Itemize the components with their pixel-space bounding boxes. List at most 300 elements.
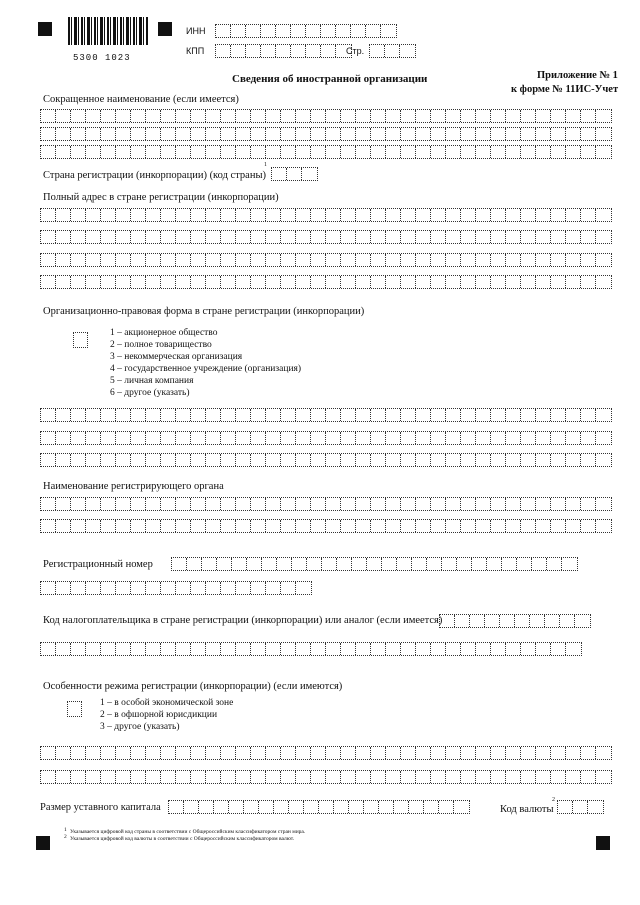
- char-cell[interactable]: [336, 25, 351, 37]
- char-cell[interactable]: [386, 498, 401, 510]
- char-cell[interactable]: [341, 209, 356, 221]
- char-cell[interactable]: [356, 209, 371, 221]
- char-cell[interactable]: [371, 643, 386, 655]
- char-cell[interactable]: [281, 643, 296, 655]
- char-cell[interactable]: [116, 231, 131, 243]
- char-cell[interactable]: [491, 231, 506, 243]
- char-cell[interactable]: [446, 231, 461, 243]
- char-cell[interactable]: [566, 110, 581, 122]
- char-cell[interactable]: [461, 146, 476, 158]
- char-cell[interactable]: [401, 498, 416, 510]
- char-cell[interactable]: [431, 432, 446, 444]
- char-cell[interactable]: [506, 254, 521, 266]
- char-cell[interactable]: [566, 276, 581, 288]
- inn-field[interactable]: [215, 24, 397, 38]
- char-cell[interactable]: [581, 276, 596, 288]
- char-cell[interactable]: [506, 498, 521, 510]
- char-cell[interactable]: [266, 254, 281, 266]
- char-cell[interactable]: [146, 128, 161, 140]
- char-cell[interactable]: [206, 276, 221, 288]
- char-cell[interactable]: [116, 643, 131, 655]
- char-cell[interactable]: [371, 110, 386, 122]
- char-cell[interactable]: [476, 520, 491, 532]
- char-cell[interactable]: [334, 801, 349, 813]
- char-cell[interactable]: [176, 498, 191, 510]
- char-cell[interactable]: [326, 146, 341, 158]
- char-cell[interactable]: [176, 276, 191, 288]
- char-cell[interactable]: [146, 771, 161, 783]
- char-cell[interactable]: [296, 432, 311, 444]
- char-cell[interactable]: [146, 520, 161, 532]
- char-cell[interactable]: [71, 146, 86, 158]
- char-cell[interactable]: [416, 643, 431, 655]
- char-cell[interactable]: [532, 558, 547, 570]
- char-cell[interactable]: [461, 432, 476, 444]
- regime-other-row-2[interactable]: [40, 770, 612, 784]
- char-cell[interactable]: [506, 520, 521, 532]
- char-cell[interactable]: [146, 254, 161, 266]
- char-cell[interactable]: [176, 432, 191, 444]
- char-cell[interactable]: [251, 276, 266, 288]
- char-cell[interactable]: [161, 209, 176, 221]
- char-cell[interactable]: [266, 643, 281, 655]
- char-cell[interactable]: [506, 454, 521, 466]
- char-cell[interactable]: [431, 498, 446, 510]
- char-cell[interactable]: [281, 409, 296, 421]
- char-cell[interactable]: [596, 432, 611, 444]
- char-cell[interactable]: [101, 231, 116, 243]
- char-cell[interactable]: [296, 276, 311, 288]
- char-cell[interactable]: [485, 615, 500, 627]
- char-cell[interactable]: [146, 276, 161, 288]
- char-cell[interactable]: [41, 209, 56, 221]
- char-cell[interactable]: [311, 209, 326, 221]
- char-cell[interactable]: [461, 128, 476, 140]
- char-cell[interactable]: [101, 146, 116, 158]
- char-cell[interactable]: [491, 128, 506, 140]
- char-cell[interactable]: [386, 409, 401, 421]
- char-cell[interactable]: [381, 25, 396, 37]
- char-cell[interactable]: [281, 520, 296, 532]
- char-cell[interactable]: [581, 771, 596, 783]
- legal-form-other-row-3[interactable]: [40, 453, 612, 467]
- char-cell[interactable]: [251, 209, 266, 221]
- char-cell[interactable]: [575, 615, 590, 627]
- char-cell[interactable]: [454, 801, 469, 813]
- char-cell[interactable]: [446, 454, 461, 466]
- char-cell[interactable]: [341, 747, 356, 759]
- char-cell[interactable]: [461, 409, 476, 421]
- char-cell[interactable]: [56, 128, 71, 140]
- char-cell[interactable]: [596, 146, 611, 158]
- char-cell[interactable]: [506, 643, 521, 655]
- char-cell[interactable]: [161, 643, 176, 655]
- char-cell[interactable]: [146, 643, 161, 655]
- legal-form-other-row-2[interactable]: [40, 431, 612, 445]
- char-cell[interactable]: [216, 25, 231, 37]
- char-cell[interactable]: [521, 643, 536, 655]
- char-cell[interactable]: [86, 209, 101, 221]
- char-cell[interactable]: [296, 454, 311, 466]
- char-cell[interactable]: [307, 558, 322, 570]
- char-cell[interactable]: [521, 454, 536, 466]
- char-cell[interactable]: [191, 254, 206, 266]
- char-cell[interactable]: [191, 432, 206, 444]
- char-cell[interactable]: [71, 254, 86, 266]
- char-cell[interactable]: [371, 146, 386, 158]
- char-cell[interactable]: [461, 209, 476, 221]
- char-cell[interactable]: [236, 432, 251, 444]
- char-cell[interactable]: [326, 454, 341, 466]
- char-cell[interactable]: [247, 558, 262, 570]
- char-cell[interactable]: [506, 432, 521, 444]
- char-cell[interactable]: [311, 110, 326, 122]
- char-cell[interactable]: [551, 643, 566, 655]
- char-cell[interactable]: [191, 128, 206, 140]
- char-cell[interactable]: [461, 276, 476, 288]
- char-cell[interactable]: [41, 110, 56, 122]
- char-cell[interactable]: [221, 454, 236, 466]
- char-cell[interactable]: [131, 209, 146, 221]
- char-cell[interactable]: [341, 771, 356, 783]
- char-cell[interactable]: [416, 276, 431, 288]
- char-cell[interactable]: [476, 643, 491, 655]
- char-cell[interactable]: [281, 254, 296, 266]
- char-cell[interactable]: [229, 801, 244, 813]
- char-cell[interactable]: [41, 498, 56, 510]
- char-cell[interactable]: [146, 231, 161, 243]
- char-cell[interactable]: [56, 747, 71, 759]
- char-cell[interactable]: [206, 582, 221, 594]
- char-cell[interactable]: [231, 25, 246, 37]
- char-cell[interactable]: [581, 520, 596, 532]
- char-cell[interactable]: [176, 643, 191, 655]
- char-cell[interactable]: [41, 146, 56, 158]
- char-cell[interactable]: [476, 747, 491, 759]
- char-cell[interactable]: [461, 520, 476, 532]
- char-cell[interactable]: [521, 276, 536, 288]
- char-cell[interactable]: [319, 801, 334, 813]
- char-cell[interactable]: [476, 110, 491, 122]
- char-cell[interactable]: [86, 231, 101, 243]
- char-cell[interactable]: [291, 45, 306, 57]
- char-cell[interactable]: [431, 276, 446, 288]
- char-cell[interactable]: [506, 128, 521, 140]
- char-cell[interactable]: [558, 801, 573, 813]
- char-cell[interactable]: [397, 558, 412, 570]
- char-cell[interactable]: [206, 771, 221, 783]
- char-cell[interactable]: [476, 231, 491, 243]
- char-cell[interactable]: [101, 110, 116, 122]
- char-cell[interactable]: [296, 771, 311, 783]
- char-cell[interactable]: [71, 498, 86, 510]
- char-cell[interactable]: [161, 254, 176, 266]
- char-cell[interactable]: [131, 454, 146, 466]
- char-cell[interactable]: [206, 254, 221, 266]
- char-cell[interactable]: [386, 454, 401, 466]
- char-cell[interactable]: [596, 254, 611, 266]
- char-cell[interactable]: [146, 110, 161, 122]
- char-cell[interactable]: [251, 643, 266, 655]
- char-cell[interactable]: [131, 432, 146, 444]
- char-cell[interactable]: [371, 409, 386, 421]
- char-cell[interactable]: [216, 45, 231, 57]
- char-cell[interactable]: [581, 432, 596, 444]
- char-cell[interactable]: [259, 801, 274, 813]
- char-cell[interactable]: [86, 747, 101, 759]
- char-cell[interactable]: [401, 409, 416, 421]
- char-cell[interactable]: [356, 643, 371, 655]
- char-cell[interactable]: [221, 409, 236, 421]
- char-cell[interactable]: [560, 615, 575, 627]
- char-cell[interactable]: [349, 801, 364, 813]
- char-cell[interactable]: [191, 276, 206, 288]
- char-cell[interactable]: [515, 615, 530, 627]
- char-cell[interactable]: [191, 146, 206, 158]
- char-cell[interactable]: [356, 520, 371, 532]
- char-cell[interactable]: [566, 146, 581, 158]
- char-cell[interactable]: [476, 254, 491, 266]
- char-cell[interactable]: [566, 128, 581, 140]
- char-cell[interactable]: [551, 110, 566, 122]
- char-cell[interactable]: [281, 454, 296, 466]
- char-cell[interactable]: [440, 615, 455, 627]
- char-cell[interactable]: [187, 558, 202, 570]
- char-cell[interactable]: [521, 771, 536, 783]
- char-cell[interactable]: [431, 254, 446, 266]
- char-cell[interactable]: [161, 110, 176, 122]
- char-cell[interactable]: [536, 454, 551, 466]
- char-cell[interactable]: [461, 643, 476, 655]
- char-cell[interactable]: [536, 520, 551, 532]
- char-cell[interactable]: [491, 643, 506, 655]
- char-cell[interactable]: [161, 582, 176, 594]
- char-cell[interactable]: [491, 276, 506, 288]
- char-cell[interactable]: [386, 110, 401, 122]
- char-cell[interactable]: [131, 643, 146, 655]
- char-cell[interactable]: [536, 498, 551, 510]
- char-cell[interactable]: [551, 771, 566, 783]
- char-cell[interactable]: [551, 276, 566, 288]
- char-cell[interactable]: [291, 25, 306, 37]
- char-cell[interactable]: [246, 25, 261, 37]
- char-cell[interactable]: [266, 146, 281, 158]
- char-cell[interactable]: [311, 747, 326, 759]
- char-cell[interactable]: [326, 409, 341, 421]
- char-cell[interactable]: [416, 520, 431, 532]
- char-cell[interactable]: [101, 276, 116, 288]
- char-cell[interactable]: [311, 432, 326, 444]
- char-cell[interactable]: [536, 409, 551, 421]
- char-cell[interactable]: [566, 498, 581, 510]
- char-cell[interactable]: [206, 747, 221, 759]
- char-cell[interactable]: [206, 643, 221, 655]
- char-cell[interactable]: [172, 558, 187, 570]
- char-cell[interactable]: [506, 231, 521, 243]
- char-cell[interactable]: [326, 747, 341, 759]
- char-cell[interactable]: [341, 520, 356, 532]
- char-cell[interactable]: [56, 771, 71, 783]
- char-cell[interactable]: [551, 209, 566, 221]
- address-row-4[interactable]: [40, 275, 612, 289]
- char-cell[interactable]: [506, 747, 521, 759]
- char-cell[interactable]: [491, 432, 506, 444]
- char-cell[interactable]: [536, 110, 551, 122]
- char-cell[interactable]: [161, 454, 176, 466]
- char-cell[interactable]: [326, 643, 341, 655]
- char-cell[interactable]: [596, 209, 611, 221]
- char-cell[interactable]: [341, 409, 356, 421]
- char-cell[interactable]: [596, 771, 611, 783]
- char-cell[interactable]: [266, 432, 281, 444]
- char-cell[interactable]: [236, 409, 251, 421]
- char-cell[interactable]: [566, 454, 581, 466]
- char-cell[interactable]: [296, 409, 311, 421]
- char-cell[interactable]: [41, 254, 56, 266]
- char-cell[interactable]: [476, 771, 491, 783]
- char-cell[interactable]: [536, 231, 551, 243]
- char-cell[interactable]: [551, 520, 566, 532]
- char-cell[interactable]: [131, 771, 146, 783]
- char-cell[interactable]: [306, 45, 321, 57]
- char-cell[interactable]: [236, 254, 251, 266]
- char-cell[interactable]: [596, 409, 611, 421]
- char-cell[interactable]: [266, 454, 281, 466]
- char-cell[interactable]: [86, 643, 101, 655]
- char-cell[interactable]: [366, 25, 381, 37]
- char-cell[interactable]: [431, 643, 446, 655]
- page-field[interactable]: [369, 44, 416, 58]
- char-cell[interactable]: [131, 409, 146, 421]
- char-cell[interactable]: [86, 432, 101, 444]
- char-cell[interactable]: [206, 520, 221, 532]
- char-cell[interactable]: [596, 454, 611, 466]
- char-cell[interactable]: [71, 409, 86, 421]
- char-cell[interactable]: [236, 498, 251, 510]
- char-cell[interactable]: [41, 747, 56, 759]
- char-cell[interactable]: [491, 747, 506, 759]
- char-cell[interactable]: [476, 276, 491, 288]
- char-cell[interactable]: [221, 432, 236, 444]
- char-cell[interactable]: [596, 231, 611, 243]
- char-cell[interactable]: [251, 771, 266, 783]
- char-cell[interactable]: [521, 209, 536, 221]
- char-cell[interactable]: [251, 110, 266, 122]
- char-cell[interactable]: [251, 146, 266, 158]
- char-cell[interactable]: [191, 520, 206, 532]
- char-cell[interactable]: [236, 209, 251, 221]
- char-cell[interactable]: [431, 771, 446, 783]
- char-cell[interactable]: [221, 231, 236, 243]
- char-cell[interactable]: [251, 582, 266, 594]
- char-cell[interactable]: [176, 409, 191, 421]
- char-cell[interactable]: [101, 409, 116, 421]
- char-cell[interactable]: [446, 128, 461, 140]
- reg-number-row-2[interactable]: [40, 581, 312, 595]
- char-cell[interactable]: [56, 409, 71, 421]
- capital-field[interactable]: [168, 800, 470, 814]
- char-cell[interactable]: [416, 146, 431, 158]
- char-cell[interactable]: [566, 209, 581, 221]
- char-cell[interactable]: [581, 146, 596, 158]
- char-cell[interactable]: [409, 801, 424, 813]
- char-cell[interactable]: [236, 231, 251, 243]
- char-cell[interactable]: [386, 520, 401, 532]
- char-cell[interactable]: [416, 409, 431, 421]
- char-cell[interactable]: [296, 747, 311, 759]
- char-cell[interactable]: [439, 801, 454, 813]
- char-cell[interactable]: [116, 454, 131, 466]
- address-row-2[interactable]: [40, 230, 612, 244]
- char-cell[interactable]: [521, 409, 536, 421]
- char-cell[interactable]: [321, 45, 336, 57]
- char-cell[interactable]: [341, 128, 356, 140]
- char-cell[interactable]: [521, 110, 536, 122]
- char-cell[interactable]: [551, 432, 566, 444]
- char-cell[interactable]: [101, 771, 116, 783]
- char-cell[interactable]: [71, 231, 86, 243]
- char-cell[interactable]: [101, 747, 116, 759]
- char-cell[interactable]: [491, 146, 506, 158]
- char-cell[interactable]: [401, 110, 416, 122]
- char-cell[interactable]: [416, 498, 431, 510]
- char-cell[interactable]: [386, 146, 401, 158]
- char-cell[interactable]: [71, 276, 86, 288]
- char-cell[interactable]: [236, 582, 251, 594]
- char-cell[interactable]: [161, 128, 176, 140]
- char-cell[interactable]: [596, 520, 611, 532]
- char-cell[interactable]: [356, 128, 371, 140]
- char-cell[interactable]: [41, 409, 56, 421]
- char-cell[interactable]: [487, 558, 502, 570]
- char-cell[interactable]: [86, 254, 101, 266]
- char-cell[interactable]: [116, 254, 131, 266]
- char-cell[interactable]: [221, 209, 236, 221]
- char-cell[interactable]: [517, 558, 532, 570]
- char-cell[interactable]: [416, 432, 431, 444]
- char-cell[interactable]: [356, 110, 371, 122]
- char-cell[interactable]: [116, 498, 131, 510]
- char-cell[interactable]: [146, 747, 161, 759]
- char-cell[interactable]: [521, 128, 536, 140]
- char-cell[interactable]: [131, 146, 146, 158]
- char-cell[interactable]: [131, 276, 146, 288]
- char-cell[interactable]: [581, 128, 596, 140]
- char-cell[interactable]: [476, 409, 491, 421]
- char-cell[interactable]: [356, 231, 371, 243]
- char-cell[interactable]: [566, 520, 581, 532]
- char-cell[interactable]: [364, 801, 379, 813]
- char-cell[interactable]: [371, 128, 386, 140]
- char-cell[interactable]: [536, 432, 551, 444]
- char-cell[interactable]: [176, 254, 191, 266]
- char-cell[interactable]: [431, 209, 446, 221]
- char-cell[interactable]: [521, 146, 536, 158]
- char-cell[interactable]: [491, 520, 506, 532]
- char-cell[interactable]: [566, 254, 581, 266]
- char-cell[interactable]: [461, 254, 476, 266]
- char-cell[interactable]: [461, 110, 476, 122]
- char-cell[interactable]: [86, 582, 101, 594]
- char-cell[interactable]: [41, 454, 56, 466]
- char-cell[interactable]: [321, 25, 336, 37]
- char-cell[interactable]: [401, 231, 416, 243]
- char-cell[interactable]: [545, 615, 560, 627]
- char-cell[interactable]: [581, 110, 596, 122]
- char-cell[interactable]: [491, 771, 506, 783]
- char-cell[interactable]: [131, 582, 146, 594]
- char-cell[interactable]: [311, 643, 326, 655]
